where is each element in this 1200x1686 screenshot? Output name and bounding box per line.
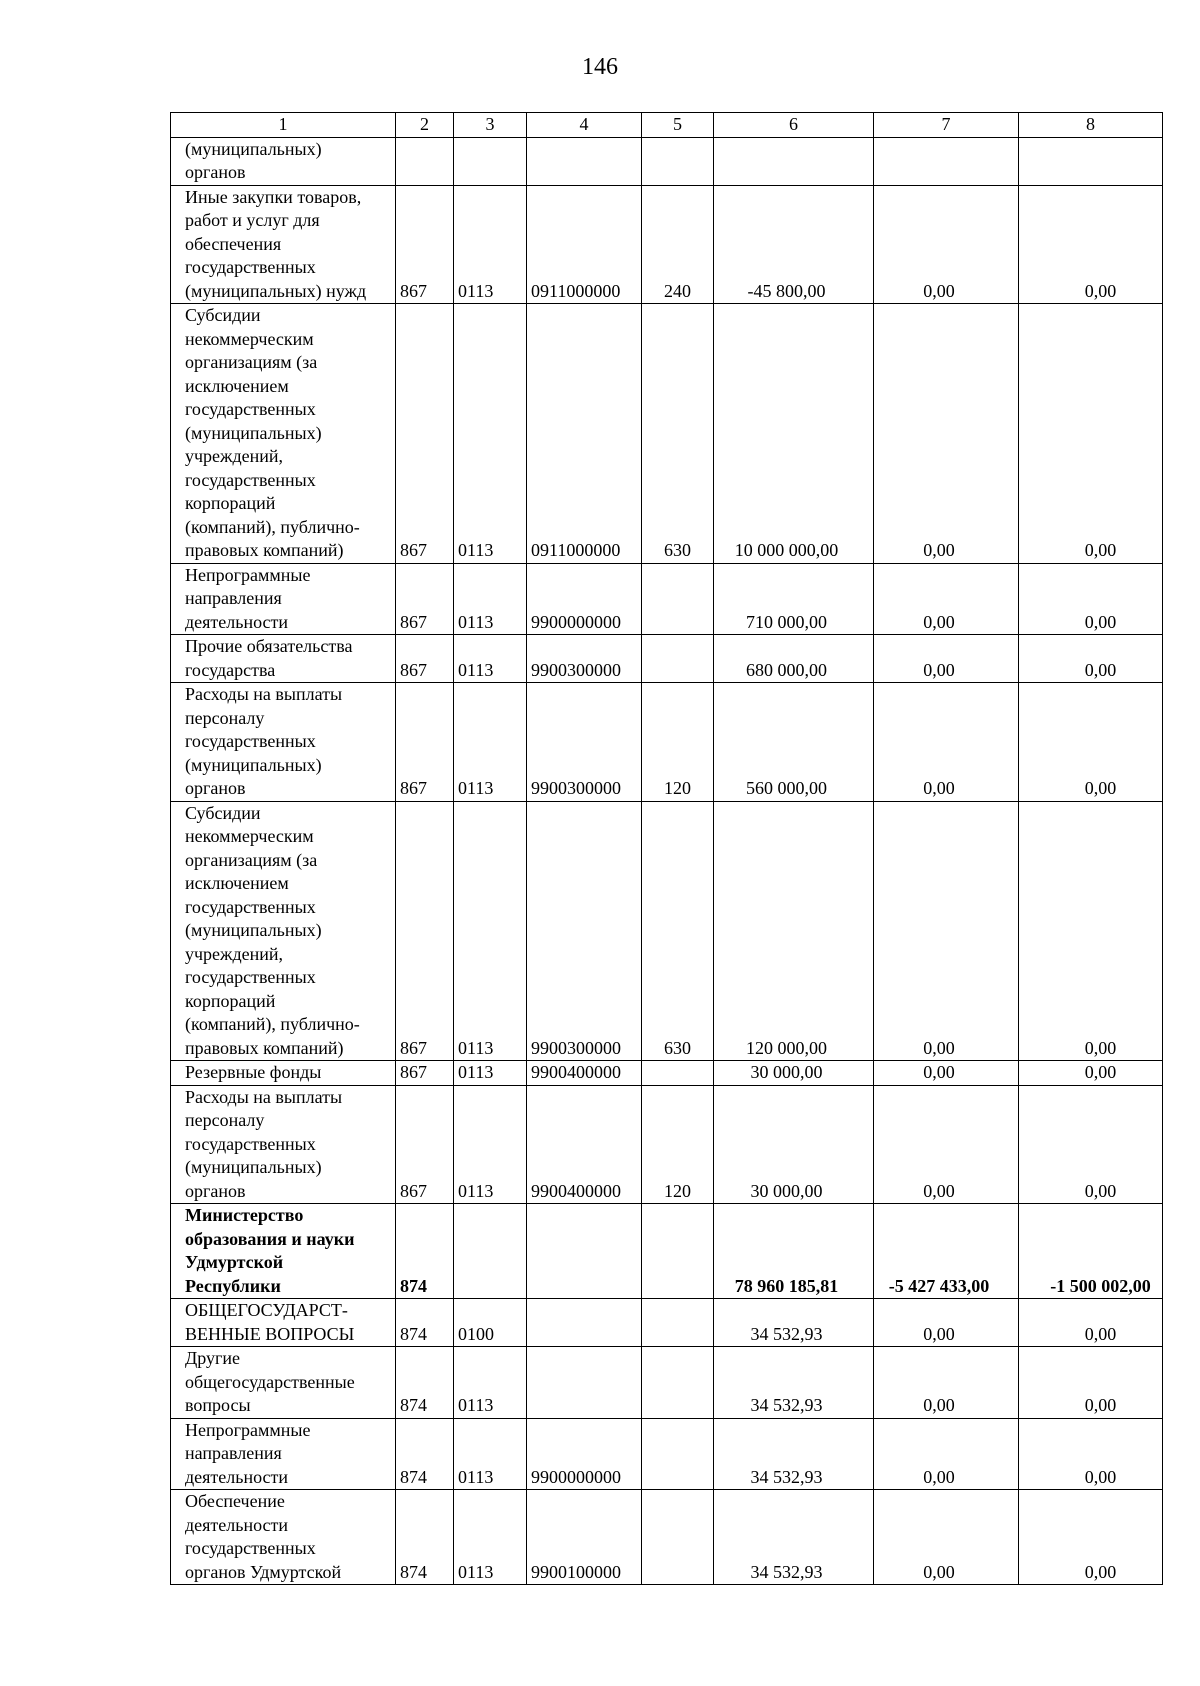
description-line: (муниципальных)	[185, 754, 322, 775]
column-header: 1	[171, 113, 396, 138]
table-header-row	[171, 113, 1163, 138]
cell-section-code: 0113	[454, 635, 527, 683]
description-line: Другие	[185, 1348, 241, 1368]
table-row	[171, 304, 1163, 564]
description-line: некоммерческим	[185, 826, 314, 846]
cell-amount-col8: 0,00	[1019, 185, 1163, 304]
description-line: государственных	[185, 1133, 316, 1154]
cell-amount-col8: 0,00	[1019, 304, 1163, 564]
description-line: (муниципальных)	[185, 138, 322, 159]
cell-amount-col8: 0,00	[1019, 635, 1163, 683]
row-description	[171, 185, 396, 304]
cell-expense-type: 120	[642, 683, 714, 802]
description-line: государственных	[185, 257, 316, 277]
cell-section-code: 0113	[454, 1061, 527, 1086]
row-description	[171, 1418, 396, 1490]
row-description	[171, 1085, 396, 1204]
description-line: (муниципальных)	[185, 920, 322, 940]
description-line: Расходы на выплаты	[185, 1086, 343, 1107]
row-description	[171, 1061, 396, 1086]
cell-admin-code: 867	[396, 1061, 454, 1086]
cell-admin-code: 867	[396, 304, 454, 564]
description-line: направления	[185, 1443, 282, 1463]
table-row	[171, 185, 1163, 304]
cell-amount-col7: 0,00	[874, 1085, 1019, 1204]
cell-admin-code: 874	[396, 1347, 454, 1419]
cell-amount-col8	[1019, 137, 1163, 185]
cell-target-article: 9900100000	[527, 1490, 642, 1585]
description-line: деятельности	[185, 1466, 289, 1487]
cell-target-article: 9900300000	[527, 683, 642, 802]
cell-amount-col6: 10 000 000,00	[714, 304, 874, 564]
cell-target-article: 9900300000	[527, 635, 642, 683]
row-description	[171, 801, 396, 1061]
description-line: персоналу	[185, 707, 265, 728]
cell-expense-type: 240	[642, 185, 714, 304]
cell-amount-col6: 34 532,93	[714, 1347, 874, 1419]
cell-section-code: 0113	[454, 1085, 527, 1204]
cell-expense-type	[642, 635, 714, 683]
cell-section-code	[454, 1204, 527, 1299]
table-row	[171, 1204, 1163, 1299]
description-line: организациям (за	[185, 352, 318, 372]
row-description	[171, 635, 396, 683]
cell-amount-col7: 0,00	[874, 801, 1019, 1061]
table-body	[171, 113, 1163, 1585]
column-header: 8	[1019, 113, 1163, 138]
description-line: исключением	[185, 873, 289, 893]
description-line: (компаний), публично-	[185, 1014, 360, 1034]
description-line: исключением	[185, 375, 289, 396]
cell-target-article: 9900400000	[527, 1061, 642, 1086]
description-line: (компаний), публично-	[185, 516, 360, 537]
cell-amount-col8: 0,00	[1019, 1347, 1163, 1419]
row-description	[171, 1347, 396, 1419]
row-description	[171, 1204, 396, 1299]
description-line: государственных	[185, 967, 316, 987]
row-description	[171, 683, 396, 802]
row-description	[171, 563, 396, 635]
page-number: 146	[582, 54, 618, 80]
cell-admin-code: 867	[396, 801, 454, 1061]
cell-expense-type: 630	[642, 801, 714, 1061]
cell-amount-col7: 0,00	[874, 1299, 1019, 1347]
cell-section-code	[454, 137, 527, 185]
cell-section-code: 0113	[454, 683, 527, 802]
cell-admin-code	[396, 137, 454, 185]
description-line: органов Удмуртской	[185, 1561, 342, 1582]
description-line: государственных	[185, 896, 316, 917]
table-row	[171, 1347, 1163, 1419]
cell-expense-type	[642, 1347, 714, 1419]
row-description	[171, 304, 396, 564]
column-header: 3	[454, 113, 527, 138]
cell-amount-col6: 710 000,00	[714, 563, 874, 635]
cell-amount-col7: 0,00	[874, 1061, 1019, 1086]
description-line: государственных	[185, 469, 316, 490]
table-row	[171, 1299, 1163, 1347]
cell-expense-type	[642, 1061, 714, 1086]
cell-amount-col7: 0,00	[874, 683, 1019, 802]
cell-target-article	[527, 137, 642, 185]
cell-expense-type	[642, 1299, 714, 1347]
cell-amount-col8: 0,00	[1019, 563, 1163, 635]
cell-target-article	[527, 1204, 642, 1299]
description-line: корпораций	[185, 990, 276, 1011]
description-line: организациям (за	[185, 849, 318, 870]
description-line: Иные закупки товаров,	[185, 186, 362, 207]
cell-amount-col6: 78 960 185,81	[714, 1204, 874, 1299]
cell-amount-col7: -5 427 433,00	[874, 1204, 1019, 1299]
cell-target-article: 9900300000	[527, 801, 642, 1061]
table-row	[171, 1490, 1163, 1585]
cell-expense-type: 120	[642, 1085, 714, 1204]
cell-admin-code: 874	[396, 1204, 454, 1299]
cell-amount-col8: 0,00	[1019, 1418, 1163, 1490]
cell-amount-col8: 0,00	[1019, 1085, 1163, 1204]
cell-amount-col8: 0,00	[1019, 1490, 1163, 1585]
cell-section-code: 0113	[454, 1490, 527, 1585]
column-header: 4	[527, 113, 642, 138]
cell-amount-col7: 0,00	[874, 1418, 1019, 1490]
description-line: вопросы	[185, 1395, 251, 1415]
cell-amount-col6: 120 000,00	[714, 801, 874, 1061]
column-header: 2	[396, 113, 454, 138]
cell-expense-type	[642, 1204, 714, 1299]
cell-amount-col8: 0,00	[1019, 683, 1163, 802]
cell-amount-col8: 0,00	[1019, 1061, 1163, 1086]
description-line: учреждений,	[185, 943, 284, 964]
cell-amount-col6	[714, 137, 874, 185]
description-line: государственных	[185, 731, 316, 751]
cell-admin-code: 867	[396, 1085, 454, 1204]
description-line: (муниципальных)	[185, 422, 322, 443]
description-line: работ и услуг для	[185, 210, 320, 230]
description-line: образования и науки	[185, 1228, 355, 1249]
cell-target-article	[527, 1299, 642, 1347]
description-line: общегосударственные	[185, 1371, 355, 1392]
description-line: Непрограммные	[185, 1419, 311, 1440]
description-line: государственных	[185, 399, 316, 419]
column-header: 6	[714, 113, 874, 138]
description-line: Удмуртской	[185, 1252, 284, 1272]
column-header: 5	[642, 113, 714, 138]
cell-section-code: 0113	[454, 1347, 527, 1419]
table-row	[171, 801, 1163, 1061]
cell-amount-col6: 30 000,00	[714, 1061, 874, 1086]
cell-admin-code: 874	[396, 1490, 454, 1585]
description-line: Субсидии	[185, 802, 261, 823]
description-line: государства	[185, 659, 276, 680]
description-line: обеспечения	[185, 233, 282, 254]
row-description	[171, 1490, 396, 1585]
cell-amount-col6: 34 532,93	[714, 1299, 874, 1347]
description-line: Прочие обязательства	[185, 636, 353, 656]
cell-amount-col8: -1 500 002,00	[1019, 1204, 1163, 1299]
cell-amount-col7: 0,00	[874, 635, 1019, 683]
table-row	[171, 563, 1163, 635]
description-line: государственных	[185, 1538, 316, 1558]
cell-admin-code: 874	[396, 1418, 454, 1490]
budget-table	[170, 112, 1163, 1585]
description-line: Субсидии	[185, 305, 261, 325]
description-line: органов	[185, 1180, 246, 1201]
description-line: деятельности	[185, 611, 289, 632]
cell-target-article: 9900000000	[527, 1418, 642, 1490]
cell-amount-col6: 34 532,93	[714, 1418, 874, 1490]
description-line: персоналу	[185, 1110, 265, 1130]
cell-amount-col7: 0,00	[874, 563, 1019, 635]
table-row	[171, 1418, 1163, 1490]
cell-section-code: 0113	[454, 304, 527, 564]
description-line: Республики	[185, 1275, 281, 1296]
cell-expense-type	[642, 563, 714, 635]
description-line: Резервные фонды	[185, 1062, 322, 1082]
table-row	[171, 683, 1163, 802]
description-line: Обеспечение	[185, 1491, 285, 1511]
description-line: Непрограммные	[185, 564, 311, 585]
description-line: Расходы на выплаты	[185, 684, 343, 704]
description-line: (муниципальных)	[185, 1157, 322, 1177]
cell-admin-code: 874	[396, 1299, 454, 1347]
cell-section-code: 0100	[454, 1299, 527, 1347]
description-line: корпораций	[185, 493, 276, 513]
cell-amount-col8: 0,00	[1019, 1299, 1163, 1347]
cell-amount-col6: 680 000,00	[714, 635, 874, 683]
cell-amount-col7	[874, 137, 1019, 185]
cell-expense-type	[642, 1418, 714, 1490]
description-line: некоммерческим	[185, 328, 314, 349]
cell-target-article: 0911000000	[527, 304, 642, 564]
cell-admin-code: 867	[396, 563, 454, 635]
cell-expense-type	[642, 137, 714, 185]
cell-amount-col6: 34 532,93	[714, 1490, 874, 1585]
cell-target-article: 9900400000	[527, 1085, 642, 1204]
cell-target-article: 0911000000	[527, 185, 642, 304]
description-line: учреждений,	[185, 446, 284, 466]
cell-target-article: 9900000000	[527, 563, 642, 635]
cell-amount-col8: 0,00	[1019, 801, 1163, 1061]
cell-amount-col7: 0,00	[874, 1490, 1019, 1585]
table-row	[171, 635, 1163, 683]
cell-admin-code: 867	[396, 683, 454, 802]
table-row	[171, 1061, 1163, 1086]
cell-amount-col6: 30 000,00	[714, 1085, 874, 1204]
column-header: 7	[874, 113, 1019, 138]
table-row	[171, 137, 1163, 185]
cell-section-code: 0113	[454, 563, 527, 635]
cell-admin-code: 867	[396, 185, 454, 304]
cell-amount-col6: -45 800,00	[714, 185, 874, 304]
cell-section-code: 0113	[454, 185, 527, 304]
description-line: органов	[185, 162, 246, 182]
cell-target-article	[527, 1347, 642, 1419]
cell-expense-type	[642, 1490, 714, 1585]
description-line: ВЕННЫЕ ВОПРОСЫ	[185, 1323, 355, 1344]
description-line: (муниципальных) нужд	[185, 280, 367, 301]
cell-amount-col7: 0,00	[874, 1347, 1019, 1419]
description-line: направления	[185, 588, 282, 608]
cell-expense-type: 630	[642, 304, 714, 564]
cell-admin-code: 867	[396, 635, 454, 683]
cell-amount-col6: 560 000,00	[714, 683, 874, 802]
description-line: органов	[185, 778, 246, 798]
description-line: правовых компаний)	[185, 1037, 344, 1058]
cell-section-code: 0113	[454, 1418, 527, 1490]
cell-amount-col7: 0,00	[874, 185, 1019, 304]
table-row	[171, 1085, 1163, 1204]
description-line: деятельности	[185, 1514, 289, 1535]
row-description	[171, 137, 396, 185]
description-line: правовых компаний)	[185, 540, 344, 560]
row-description	[171, 1299, 396, 1347]
description-line: Министерство	[185, 1205, 304, 1225]
description-line: ОБЩЕГОСУДАРСТ-	[185, 1300, 348, 1320]
cell-section-code: 0113	[454, 801, 527, 1061]
cell-amount-col7: 0,00	[874, 304, 1019, 564]
